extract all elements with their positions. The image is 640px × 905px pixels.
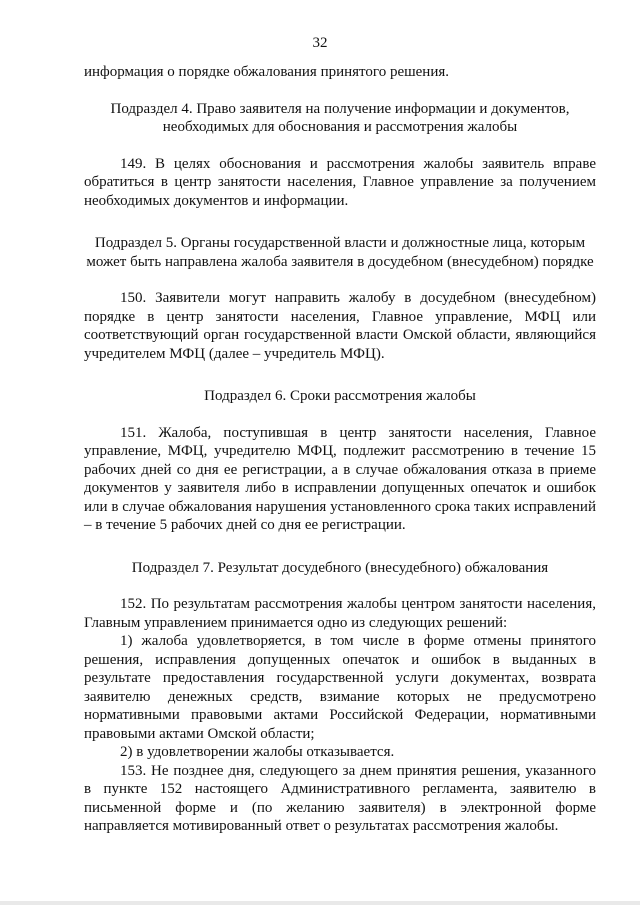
paragraph-152-item-1: 1) жалоба удовлетворяется, в том числе в форме отмены принятого решения, исправления допущенных опечаток и ошибок в выданных в результате предоставления государственной услуги документах, возврата заявителю денежных средств, взимание которых не предусмотрено нормативными правовыми актами Российской Федерации, нормативными правовыми актами Омской области; [84,633,596,742]
document-body [84,63,596,836]
subsection-6-heading: Подраздел 6. Сроки рассмотрения жалобы [204,388,476,404]
paragraph-152-item-2: 2) в удовлетворении жалобы отказывается. [120,744,395,760]
paragraph-149: 149. В целях обоснования и рассмотрения жалобы заявитель вправе обратиться в центр занятости населения, Главное управление за получением необходимых документов и информации. [84,155,596,209]
subsection-7-heading: Подраздел 7. Результат досудебного (внесудебного) обжалования [131,559,549,576]
paragraph-150: 150. Заявители могут направить жалобу в досудебном (внесудебном) порядке в центр занятости населения, Главное управление, МФЦ или соответствующий орган государственной власти Омской области, являющийся учредителем МФЦ (далее – учредитель МФЦ). [84,290,596,362]
subsection-4-heading: Подраздел 4. Право заявителя на получение информации и документов, необходимых для обоснования и рассмотрения жалобы [110,100,570,135]
page-number: 32 [312,35,328,51]
paragraph-152: 152. По результатам рассмотрения жалобы центром занятости населения, Главным управлением принимается одно из следующих решений: [84,596,596,631]
paragraph-151: 151. Жалоба, поступившая в центр занятости населения, Главное управление, МФЦ, учредителю МФЦ, подлежит рассмотрению в течение 15 рабочих дней со дня ее регистрации, а в случае обжалования отказа в приеме документов у заявителя либо в исправлении допущенных опечаток и ошибок или в случае обжалования нарушения установленного срока таких исправлений – в течение 5 рабочих дней со дня ее регистрации. [84,424,596,533]
subsection-5-heading: Подраздел 5. Органы государственной власти и должностные лица, которым может быть направлена жалоба заявителя в досудебном (внесудебном) порядке [86,235,594,270]
paragraph-153: 153. Не позднее дня, следующего за днем принятия решения, указанного в пункте 152 настоящего Административного регламента, заявителю в письменной форме и (по желанию заявителя) в электронной форме направляется мотивированный ответ о результатах рассмотрения жалобы. [84,762,596,834]
scan-edge [0,901,640,905]
continued-text: информация о порядке обжалования принятого решения. [84,64,450,80]
